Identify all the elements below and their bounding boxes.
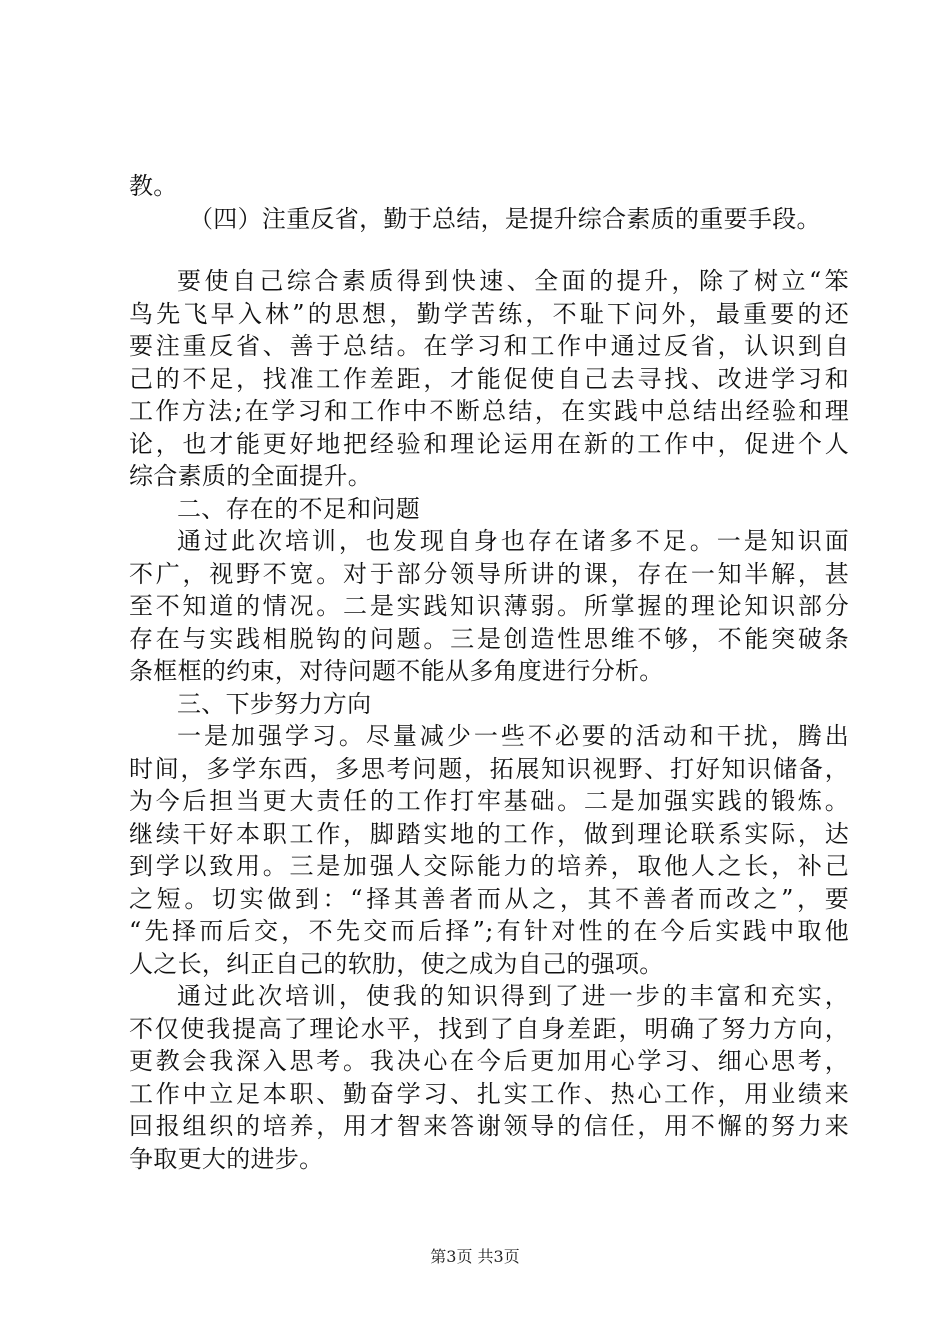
text-line: （四）注重反省，勤于总结，是提升综合素质的重要手段。 (189, 204, 821, 233)
section-heading-two (129, 493, 849, 526)
text-line: 鸟先飞早入林”的思想，勤学苦练，不耻下问外，最重要的还 (129, 299, 849, 328)
text-line: 工作中立足本职、勤奋学习、扎实工作、热心工作，用业绩来 (129, 1079, 849, 1108)
text-line: 人之长，纠正自己的软肋，使之成为自己的强项。 (129, 949, 664, 978)
text-line: 综合素质的全面提升。 (129, 462, 372, 490)
text-line: 一是加强学习。尽量减少一些不必要的活动和干扰，腾出 (177, 722, 849, 750)
text-line: 要使自己综合素质得到快速、全面的提升，除了树立“笨 (177, 267, 849, 295)
section-heading-three (129, 688, 849, 721)
text-line: 教。 (129, 172, 178, 200)
paragraph-reflection (129, 265, 849, 493)
page-footer (0, 1244, 950, 1267)
document-body (129, 170, 849, 1175)
text-line: 到学以致用。三是加强人交际能力的培养，取他人之长，补己 (129, 852, 849, 880)
text-line: 三、下步努力方向 (177, 689, 372, 718)
text-line: 存在与实践相脱钩的问题。三是创造性思维不够，不能突破条 (129, 624, 849, 653)
text-line: 为今后担当更大责任的工作打牢基础。二是加强实践的锻炼。 (129, 787, 849, 815)
text-line: 继续干好本职工作，脚踏实地的工作，做到理论联系实际，达 (129, 819, 849, 848)
text-line: 不仅使我提高了理论水平，找到了自身差距，明确了努力方向， (129, 1014, 849, 1043)
text-line: 论，也才能更好地把经验和理论运用在新的工作中，促进个人 (129, 429, 849, 458)
text-line: 时间，多学东西，多思考问题，拓展知识视野、打好知识储备， (129, 754, 849, 783)
paragraph-continuation (129, 170, 849, 203)
text-line: 条框框的约束，对待问题不能从多角度进行分析。 (129, 657, 664, 685)
text-line: 通过此次培训，使我的知识得到了进一步的丰富和充实， (177, 982, 849, 1010)
text-line: 要注重反省、善于总结。在学习和工作中通过反省，认识到自 (129, 332, 849, 360)
text-line: 至不知道的情况。二是实践知识薄弱。所掌握的理论知识部分 (129, 592, 849, 620)
text-line: 通过此次培训，也发现自身也存在诸多不足。一是知识面 (177, 527, 849, 555)
text-line: 己的不足，找准工作差距，才能促使自己去寻找、改进学习和 (129, 364, 849, 393)
text-line: 二、存在的不足和问题 (177, 494, 420, 523)
paragraph-direction (129, 720, 849, 980)
text-line: 工作方法;在学习和工作中不断总结，在实践中总结出经验和理 (129, 397, 849, 425)
text-line: 争取更大的进步。 (129, 1144, 324, 1173)
text-line: 回报组织的培养，用才智来答谢领导的信任，用不懈的努力来 (129, 1112, 849, 1140)
page-number: 第3页 共3页 (430, 1247, 520, 1266)
text-line: 更教会我深入思考。我决心在今后更加用心学习、细心思考， (129, 1047, 849, 1075)
paragraph-conclusion (129, 980, 849, 1175)
section-heading-four (129, 203, 849, 236)
text-line: 不广，视野不宽。对于部分领导所讲的课，存在一知半解，甚 (129, 559, 849, 588)
text-line: “先择而后交，不先交而后择”;有针对性的在今后实践中取他 (129, 917, 849, 945)
text-line: 之短。切实做到：“择其善者而从之，其不善者而改之”，要 (129, 884, 849, 913)
paragraph-gap (129, 235, 849, 265)
paragraph-shortcomings (129, 525, 849, 688)
